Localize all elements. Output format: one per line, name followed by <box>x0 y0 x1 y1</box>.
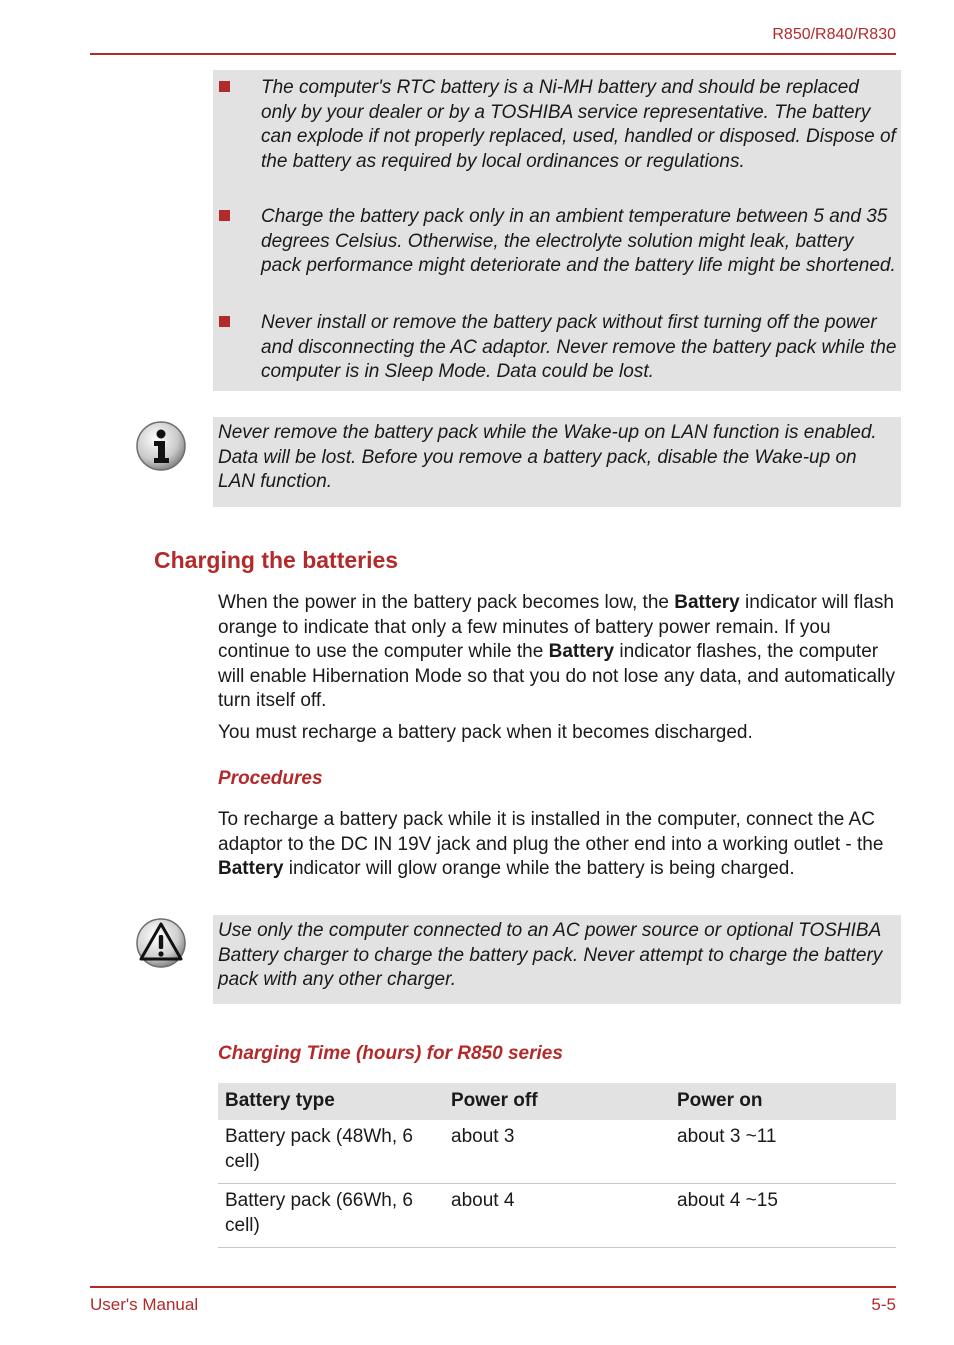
footer-manual-label: User's Manual <box>90 1295 199 1314</box>
charging-time-table <box>218 1083 896 1248</box>
procedures-paragraph <box>218 808 898 882</box>
battery-indicator-term: Battery <box>218 858 284 879</box>
note-box <box>213 417 901 507</box>
table-row <box>218 1184 896 1248</box>
battery-indicator-term: Battery <box>548 641 615 662</box>
table-cell: about 3 ~11 <box>670 1120 896 1184</box>
section-heading: Charging the batteries <box>154 547 399 573</box>
battery-indicator-term: Battery <box>674 592 740 613</box>
text-run: indicator will glow orange while the battery is being charged. <box>283 858 795 879</box>
table-header-row <box>218 1083 896 1120</box>
table-row <box>218 1120 896 1184</box>
table-cell: Battery pack (66Wh, 6 cell) <box>218 1184 444 1248</box>
header-model-label: R850/R840/R830 <box>772 26 896 43</box>
info-icon <box>135 420 187 472</box>
text-run: To recharge a battery pack while it is installed in the computer, connect the AC adaptor to the DC IN 19V jack and plug the other end into a working outlet - the <box>218 809 884 855</box>
caution-item-text: The computer's RTC battery is a Ni-MH battery and should be replaced only by your dealer or by a TOSHIBA service representative. The battery can explode if not properly replaced, used, handled or disposed. Dispose of the battery as required by local ordinances or regulations. <box>261 77 896 172</box>
table-cell: about 4 <box>444 1184 670 1248</box>
warning-box <box>213 915 901 1004</box>
table-header-cell: Power off <box>444 1083 670 1120</box>
footer-page-number: 5-5 <box>871 1295 896 1314</box>
procedures-heading: Procedures <box>218 768 323 789</box>
table-header-cell: Power on <box>670 1083 896 1120</box>
caution-item-text: Never install or remove the battery pack without first turning off the power and disconnecting the AC adaptor. Never remove the battery pack while the computer is in Sleep Mode. Data could be lost. <box>261 312 897 382</box>
header-rule <box>90 53 896 55</box>
bullet-square-icon <box>219 210 230 221</box>
table-cell: about 3 <box>444 1120 670 1184</box>
section-paragraph-2: You must recharge a battery pack when it becomes discharged. <box>218 722 753 743</box>
table-cell: Battery pack (48Wh, 6 cell) <box>218 1120 444 1184</box>
text-run: indicator will flash orange to indicate that only a few minutes of battery power remain. If you continue to use the computer while the <box>218 592 894 662</box>
table-title: Charging Time (hours) for R850 series <box>218 1043 563 1064</box>
table-cell: about 4 ~15 <box>670 1184 896 1248</box>
table-header-cell: Battery type <box>218 1083 444 1120</box>
text-run: indicator flashes, the computer will enable Hibernation Mode so that you do not lose any data, and automatically turn itself off. <box>218 641 896 711</box>
bullet-square-icon <box>219 81 230 92</box>
section-paragraph <box>218 591 898 714</box>
caution-box <box>213 70 901 391</box>
footer-rule <box>90 1286 896 1288</box>
caution-item-text: Charge the battery pack only in an ambient temperature between 5 and 35 degrees Celsius. Otherwise, the electrolyte solution might leak, battery pack performance might deteriorate and the battery life might be shortened. <box>261 206 896 276</box>
note-text: Never remove the battery pack while the Wake-up on LAN function is enabled. Data will be lost. Before you remove a battery pack, disable the Wake-up on LAN function. <box>218 422 877 492</box>
warning-icon <box>135 917 187 969</box>
bullet-square-icon <box>219 316 230 327</box>
warning-text: Use only the computer connected to an AC power source or optional TOSHIBA Battery charger to charge the battery pack. Never attempt to charge the battery pack with any other charger. <box>218 920 883 990</box>
text-run: When the power in the battery pack becomes low, the <box>218 592 675 613</box>
